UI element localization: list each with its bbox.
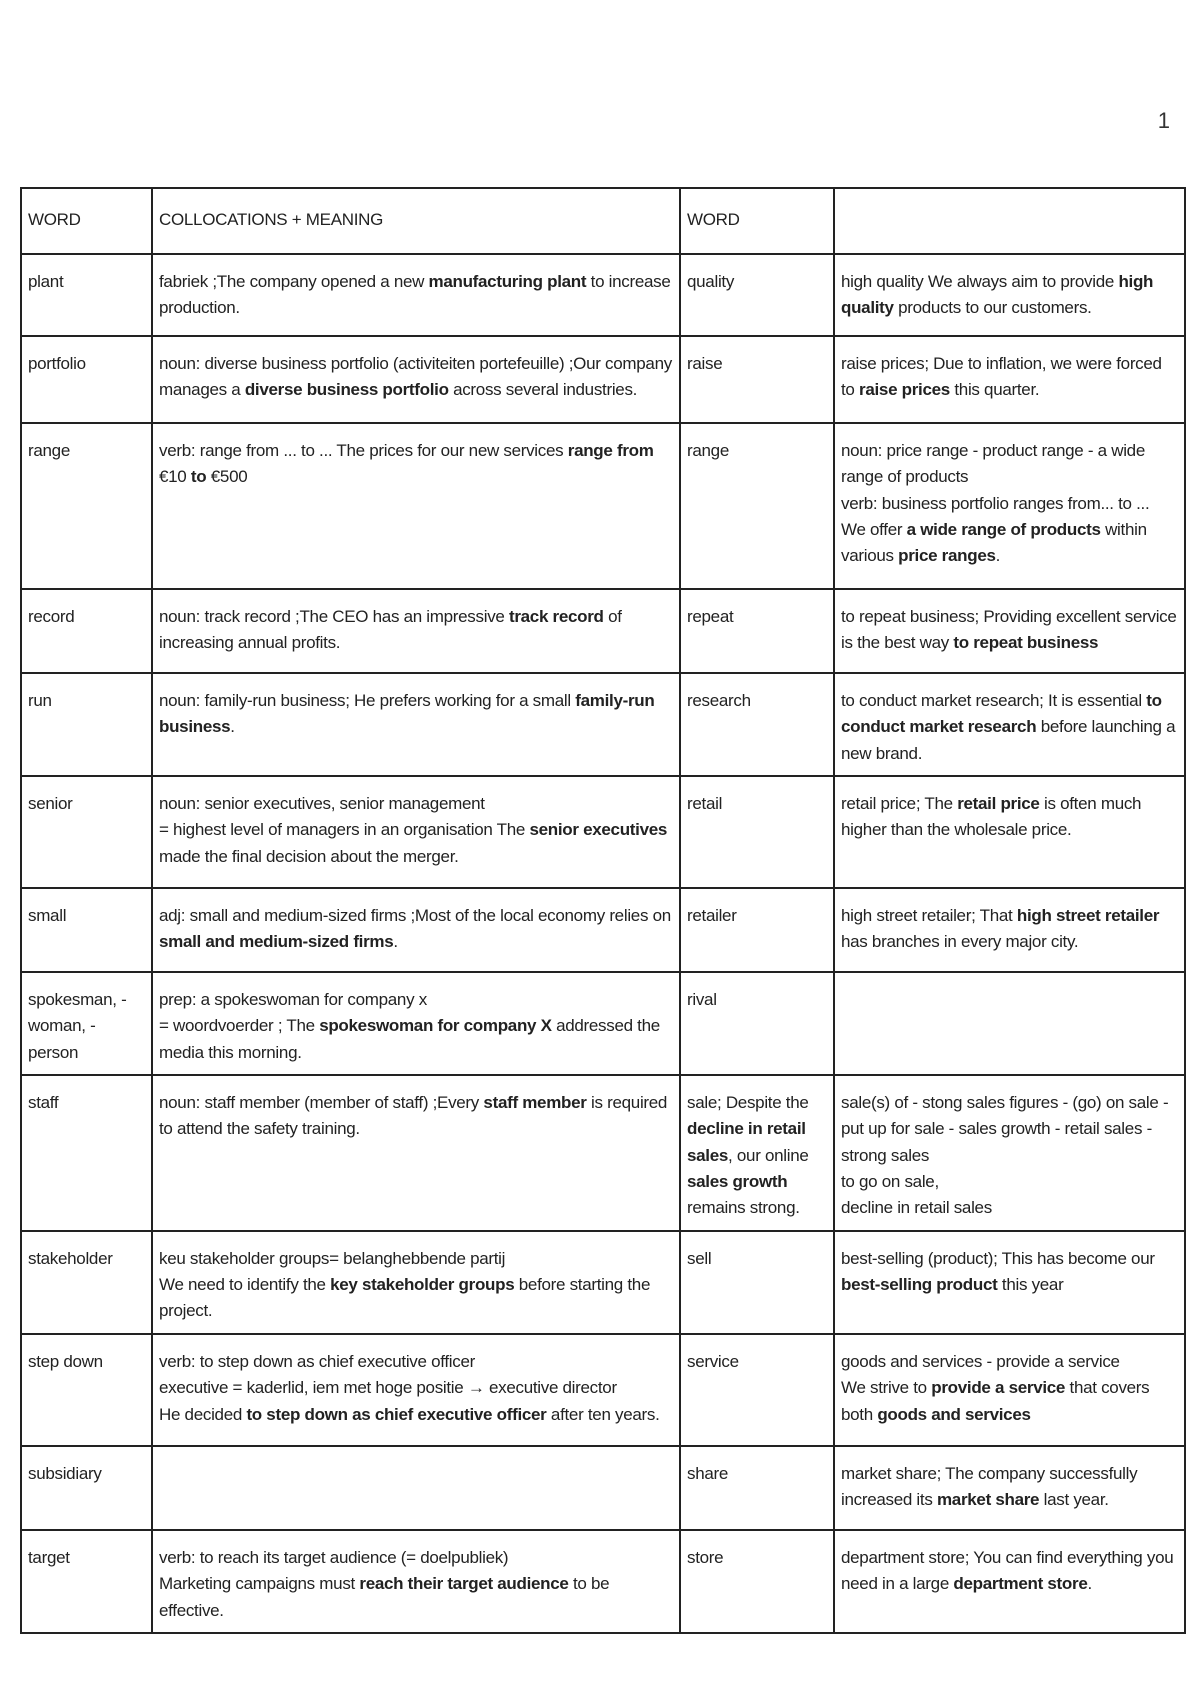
collocation-cell [152,1446,680,1530]
bold-text: best-selling product [841,1275,998,1295]
word-cell-2 [680,972,834,1075]
bold-text: provide a service [931,1378,1066,1398]
collocation-cell-2 [834,1231,1185,1334]
cell-line [687,1545,827,1571]
word-cell: record [21,589,152,673]
text: raise prices; Due to inflation, we were forced to [841,354,1162,400]
text: range [687,441,729,460]
word-cell: subsidiary [21,1446,152,1530]
cell-line [841,1349,1178,1375]
cell-line [159,1272,673,1325]
text: noun: family-run business; He prefers working for a small [159,691,576,710]
text: sale; Despite the [687,1093,809,1113]
collocation-cell [152,972,680,1075]
word-cell: range [21,423,152,589]
collocation-cell-2 [834,254,1185,336]
collocation-cell [152,673,680,776]
cell-line [159,987,673,1013]
word-cell: portfolio [21,336,152,423]
cell-line [841,604,1178,657]
word-cell-2 [680,1231,834,1334]
cell-line [687,1461,827,1487]
text: noun: track record ;The CEO has an impressive [159,607,509,626]
cell-line [687,688,827,714]
bold-text: raise prices [859,380,950,400]
collocation-cell [152,1231,680,1334]
word-cell-2 [680,423,834,589]
cell-line [841,1461,1178,1514]
cell-line [687,903,827,929]
cell-line [159,1571,673,1624]
word-cell: staff [21,1075,152,1231]
collocation-cell [152,1530,680,1633]
text: is often much higher than the wholesale price. [841,794,1142,840]
bold-text: reach their target audience [359,1574,569,1594]
table-row [21,673,1185,776]
text: last year. [1039,1490,1109,1510]
text: noun: staff member (member of staff) ;Every [159,1093,484,1113]
bold-text: decline in retail sales [687,1119,806,1165]
header-col4 [834,188,1185,254]
bold-text: department store [953,1574,1088,1594]
text: research [687,691,751,710]
word-cell-2 [680,888,834,972]
cell-line [159,1375,673,1401]
text: = highest level of managers in an organisation The [159,820,530,840]
bold-text: range from [567,441,654,460]
word-cell-2 [680,254,834,336]
table-row [21,1446,1185,1530]
table-row [21,336,1185,423]
header-word-2: WORD [680,188,834,254]
cell-line [841,791,1178,844]
cell-line [841,1169,1178,1195]
text: to increase production. [159,272,671,318]
text: adj: small and medium-sized firms ;Most of the local economy relies on [159,906,671,926]
bold-text: to step down as chief executive officer [246,1404,547,1424]
table-header-row [21,188,1185,254]
table-row [21,1334,1185,1446]
table-row [21,776,1185,888]
cell-line [841,1090,1178,1169]
text: addressed the media this morning. [159,1016,660,1062]
cell-line [159,688,673,741]
cell-line [159,438,673,491]
text: We strive to [841,1378,932,1398]
bold-text: manufacturing plant [428,272,587,291]
word-cell: spokesman, -woman, -person [21,972,152,1075]
text: decline in retail sales [841,1198,992,1218]
bold-text: high quality [841,272,1154,318]
text: to repeat business; Providing excellent service is the best way [841,607,1177,653]
bold-text: a wide range of products [906,520,1101,540]
text: prep: a spokeswoman for company x [159,990,427,1010]
collocation-cell-2 [834,1075,1185,1231]
collocation-cell-2 [834,423,1185,589]
text: within various [841,520,1147,566]
cell-line [841,1545,1178,1598]
bold-text: senior executives [529,820,668,840]
bold-text: market share [936,1490,1040,1510]
text: best-selling (product); This has become our [841,1248,1155,1268]
text: is required to attend the safety training. [159,1093,668,1139]
bold-text: small and medium-sized firms [159,932,394,952]
page-number: 1 [1157,108,1170,133]
text: store [687,1547,724,1567]
cell-line [841,517,1178,570]
text: retailer [687,906,737,926]
bold-text: to [190,467,207,487]
cell-line [687,438,827,464]
text: €10 [159,467,191,487]
text: raise [687,354,723,373]
cell-line [687,351,827,377]
cell-line [687,604,827,630]
bold-text: key stakeholder groups [330,1275,515,1295]
text: €500 [206,467,248,487]
collocation-cell-2 [834,589,1185,673]
text: high quality We always aim to provide [841,272,1119,291]
text: high street retailer; That [841,906,1017,926]
text: = woordvoerder ; The [159,1016,320,1036]
word-cell: stakeholder [21,1231,152,1334]
cell-line [841,351,1178,404]
cell-line [841,1246,1178,1299]
collocation-cell [152,423,680,589]
text: market share; The company successfully increased its [841,1463,1138,1510]
text: He decided [159,1404,247,1424]
vocabulary-table [20,187,1186,1634]
word-cell-2 [680,589,834,673]
text: noun: price range - product range - a wide range of products [841,441,1145,487]
bold-text: track record [508,607,604,626]
cell-line [687,987,827,1013]
cell-line [841,903,1178,956]
cell-line [687,1246,827,1272]
header-word-1: WORD [21,188,152,254]
text: after ten years. [546,1404,660,1424]
text: remains strong. [687,1198,800,1218]
cell-line [687,1349,827,1375]
text: executive = kaderlid, iem met hoge positie → executive director [159,1378,617,1398]
text: to be effective. [159,1574,610,1620]
collocation-cell-2 [834,1334,1185,1446]
word-cell: small [21,888,152,972]
text: goods and services - provide a service [841,1351,1120,1371]
bold-text: to repeat business [953,633,1099,653]
cell-line [159,351,673,404]
collocation-cell [152,776,680,888]
cell-line [841,269,1178,322]
word-cell: target [21,1530,152,1633]
text: quality [687,272,735,291]
bold-text: high street retailer [1016,906,1160,926]
table-row [21,589,1185,673]
table-row [21,1075,1185,1231]
table-row [21,888,1185,972]
text: service [687,1351,739,1371]
cell-line [687,1090,827,1222]
cell-line [159,1349,673,1375]
word-cell: senior [21,776,152,888]
word-cell-2 [680,1334,834,1446]
text: to conduct market research; It is essential [841,691,1147,710]
header-collocations: COLLOCATIONS + MEANING [152,188,680,254]
collocation-cell [152,336,680,423]
cell-line [159,269,673,322]
text: noun: senior executives, senior management [159,794,485,814]
table-row [21,1231,1185,1334]
collocation-cell-2 [834,1530,1185,1633]
cell-line [159,817,673,870]
bold-text: to conduct market research [841,691,1162,737]
text: . [995,546,1001,566]
cell-line [841,688,1178,767]
cell-line [159,1402,673,1428]
cell-line [841,438,1178,491]
bold-text: sales growth [687,1172,788,1192]
collocation-cell [152,1334,680,1446]
cell-line [841,1195,1178,1221]
cell-line [159,1013,673,1066]
text: retail price; The [841,794,958,814]
text: verb: to step down as chief executive officer [159,1351,475,1371]
text: products to our customers. [893,298,1092,318]
word-cell-2 [680,1446,834,1530]
text: We need to identify the [159,1275,331,1295]
bold-text: spokeswoman for company X [319,1016,552,1036]
table-row [21,423,1185,589]
cell-line [159,1090,673,1143]
text: . [393,932,398,952]
collocation-cell [152,589,680,673]
word-cell-2 [680,673,834,776]
text: to go on sale, [841,1172,939,1192]
cell-line [159,604,673,657]
cell-line [159,791,673,817]
cell-line [687,269,827,295]
text: noun: diverse business portfolio (activiteiten portefeuille) ;Our company manages a [159,354,672,400]
cell-line [159,1545,673,1571]
text: rival [687,990,717,1010]
text: keu stakeholder groups= belanghebbende partij [159,1248,506,1268]
cell-line [159,1246,673,1272]
text: this quarter. [949,380,1040,400]
bold-text: family-run business [159,691,655,737]
text: share [687,1463,729,1483]
collocation-cell [152,254,680,336]
text: verb: to reach its target audience (= doelpubliek) [159,1547,509,1567]
cell-line [687,791,827,817]
cell-line [841,491,1178,517]
collocation-cell [152,1075,680,1231]
text: Marketing campaigns must [159,1574,360,1594]
word-cell-2 [680,776,834,888]
bold-text: staff member [483,1093,587,1113]
text: . [1087,1574,1092,1594]
bold-text: diverse business portfolio [244,380,449,400]
word-cell-2 [680,336,834,423]
word-cell-2 [680,1530,834,1633]
collocation-cell-2 [834,1446,1185,1530]
text: department store; You can find everything you need in a large [841,1547,1174,1594]
text: this year [997,1275,1064,1295]
text: across several industries. [448,380,638,400]
text: fabriek ;The company opened a new [159,272,429,291]
word-cell: step down [21,1334,152,1446]
bold-text: goods and services [877,1404,1031,1424]
word-cell-2 [680,1075,834,1231]
text: repeat [687,607,734,626]
text: of increasing annual profits. [159,607,622,653]
text: retail [687,794,723,814]
collocation-cell-2 [834,888,1185,972]
bold-text: price ranges [898,546,996,566]
text: sale(s) of - stong sales figures - (go) on sale - put up for sale - sales growth - retail sales - strong sales [841,1093,1169,1165]
text: . [230,717,235,737]
text: before launching a new brand. [841,717,1176,763]
text: , our online [728,1145,809,1165]
text: verb: business portfolio ranges from... to ... [841,493,1150,513]
collocation-cell-2 [834,972,1185,1075]
text: verb: range from ... to ... The prices for our new services [159,441,568,460]
text: that covers both [841,1378,1150,1424]
text: made the final decision about the merger. [159,846,459,866]
cell-line [841,1375,1178,1428]
text: has branches in every major city. [841,932,1079,952]
bold-text: retail price [957,794,1040,814]
text: before starting the project. [159,1275,651,1321]
table-row [21,254,1185,336]
text: sell [687,1248,712,1268]
collocation-cell-2 [834,776,1185,888]
cell-line [159,903,673,956]
collocation-cell-2 [834,336,1185,423]
collocation-cell-2 [834,673,1185,776]
word-cell: plant [21,254,152,336]
word-cell: run [21,673,152,776]
table-row [21,972,1185,1075]
table-row [21,1530,1185,1633]
collocation-cell [152,888,680,972]
text: We offer [841,520,907,540]
